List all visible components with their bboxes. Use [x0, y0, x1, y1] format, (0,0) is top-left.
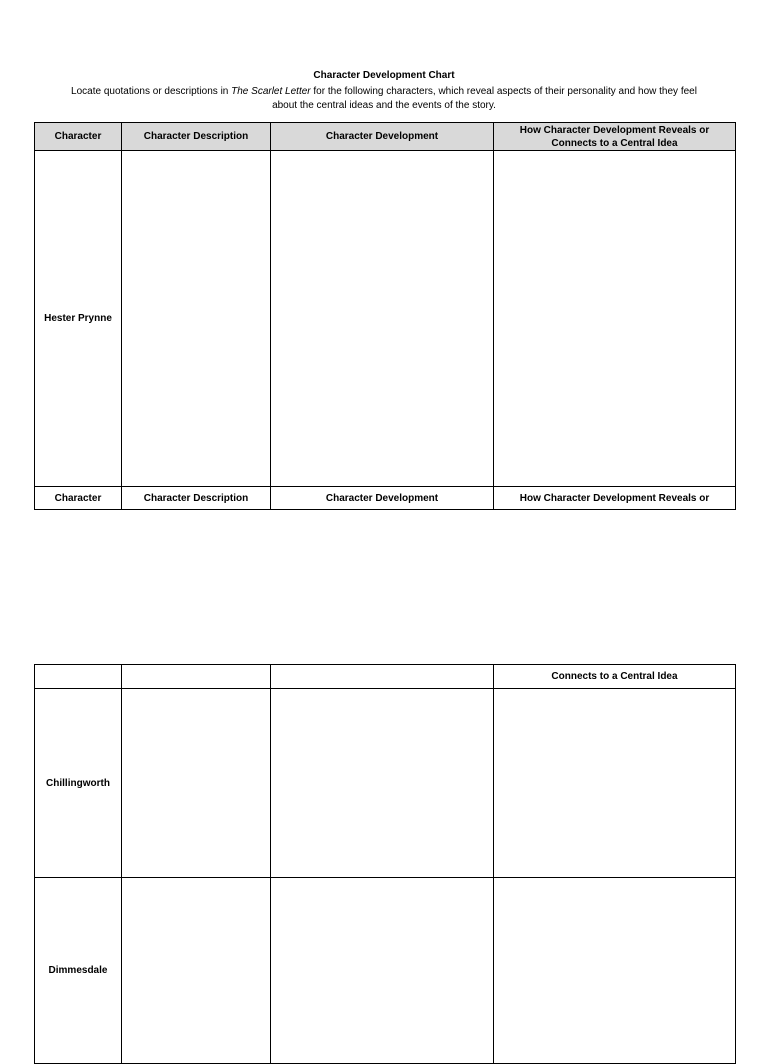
repeat-header-character: Character [35, 487, 122, 510]
header-character-development: Character Development [271, 123, 494, 151]
header-central-idea: How Character Development Reveals or Connects to a Central Idea [494, 123, 736, 151]
continuation-header-central-idea: Connects to a Central Idea [494, 665, 736, 689]
description-cell[interactable] [122, 878, 271, 1064]
repeat-header-character-development: Character Development [271, 487, 494, 510]
repeat-header-central-idea: How Character Development Reveals or [494, 487, 736, 510]
page-title: Character Development Chart [313, 70, 455, 81]
instructions-text-start: Locate quotations or descriptions in [71, 86, 232, 97]
central-idea-cell[interactable] [494, 878, 736, 1064]
book-title: The Scarlet Letter [231, 86, 311, 97]
table-row [35, 689, 736, 878]
header-character-description: Character Description [122, 123, 271, 151]
continuation-empty-cell [122, 665, 271, 689]
continuation-empty-cell [271, 665, 494, 689]
central-idea-cell[interactable] [494, 151, 736, 487]
repeat-header-character-description: Character Description [122, 487, 271, 510]
description-cell[interactable] [122, 689, 271, 878]
development-cell[interactable] [271, 151, 494, 487]
character-name: Dimmesdale [35, 878, 122, 1064]
repeat-header-row [35, 487, 736, 510]
continuation-header-row [35, 665, 736, 689]
character-chart-page1 [34, 122, 736, 510]
continuation-empty-cell [35, 665, 122, 689]
character-chart-page2 [34, 664, 736, 1064]
development-cell[interactable] [271, 689, 494, 878]
instructions [60, 85, 708, 113]
table-row [35, 878, 736, 1064]
development-cell[interactable] [271, 878, 494, 1064]
header-character: Character [35, 123, 122, 151]
character-name: Hester Prynne [35, 151, 122, 487]
character-name: Chillingworth [35, 689, 122, 878]
central-idea-cell[interactable] [494, 689, 736, 878]
table-row [35, 151, 736, 487]
header-row [35, 123, 736, 151]
instructions-text-end: for the following characters, which reveal aspects of their personality and how they feel about the central ideas and the events of the story. [272, 86, 697, 111]
description-cell[interactable] [122, 151, 271, 487]
